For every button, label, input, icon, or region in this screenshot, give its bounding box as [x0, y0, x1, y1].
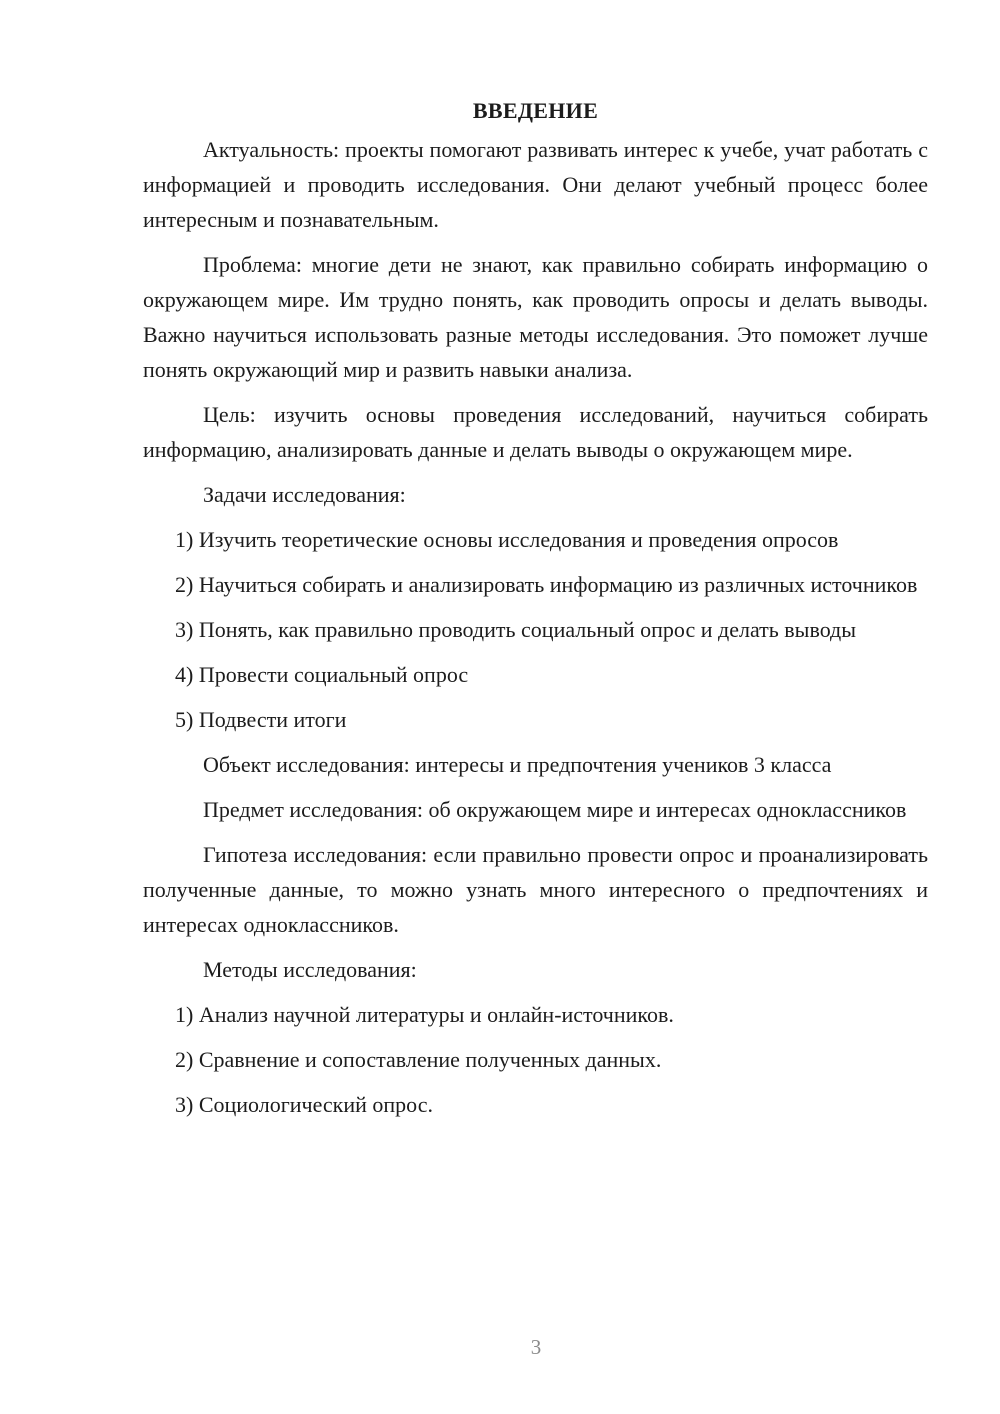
problem-paragraph: Проблема: многие дети не знают, как правильно собирать информацию о окружающем мире. Им трудно понять, как проводить опросы и делать выводы. Важно научиться использовать разные методы исследования. Это поможет лучше понять окружающий мир и развить навыки анализа. [143, 252, 928, 382]
task-item: 1) Изучить теоретические основы исследования и проведения опросов [175, 527, 839, 552]
method-item: 2) Сравнение и сопоставление полученных данных. [175, 1047, 662, 1072]
relevance-paragraph: Актуальность: проекты помогают развивать интерес к учебе, учат работать с информацией и проводить исследования. Они делают учебный процесс более интересным и познавательным. [143, 137, 928, 232]
method-item: 3) Социологический опрос. [175, 1092, 433, 1117]
page-title: ВВЕДЕНИЕ [472, 98, 599, 123]
tasks-heading: Задачи исследования: [203, 482, 406, 507]
method-item: 1) Анализ научной литературы и онлайн-источников. [175, 1002, 674, 1027]
methods-heading: Методы исследования: [203, 957, 417, 982]
task-item: 4) Провести социальный опрос [175, 662, 469, 687]
task-item: 5) Подвести итоги [175, 707, 347, 732]
research-subject: Предмет исследования: об окружающем мире и интересах одноклассников [203, 797, 907, 822]
task-item: 3) Понять, как правильно проводить социальный опрос и делать выводы [175, 617, 857, 642]
document-page [143, 96, 928, 1132]
research-hypothesis: Гипотеза исследования: если правильно провести опрос и проанализировать полученные данные, то можно узнать много интересного о предпочтениях и интересах одноклассников. [143, 842, 928, 937]
page-number: 3 [530, 1335, 542, 1359]
research-object: Объект исследования: интересы и предпочтения учеников 3 класса [203, 752, 832, 777]
task-item: 2) Научиться собирать и анализировать информацию из различных источников [175, 572, 918, 597]
goal-paragraph: Цель: изучить основы проведения исследований, научиться собирать информацию, анализировать данные и делать выводы о окружающем мире. [143, 402, 928, 462]
